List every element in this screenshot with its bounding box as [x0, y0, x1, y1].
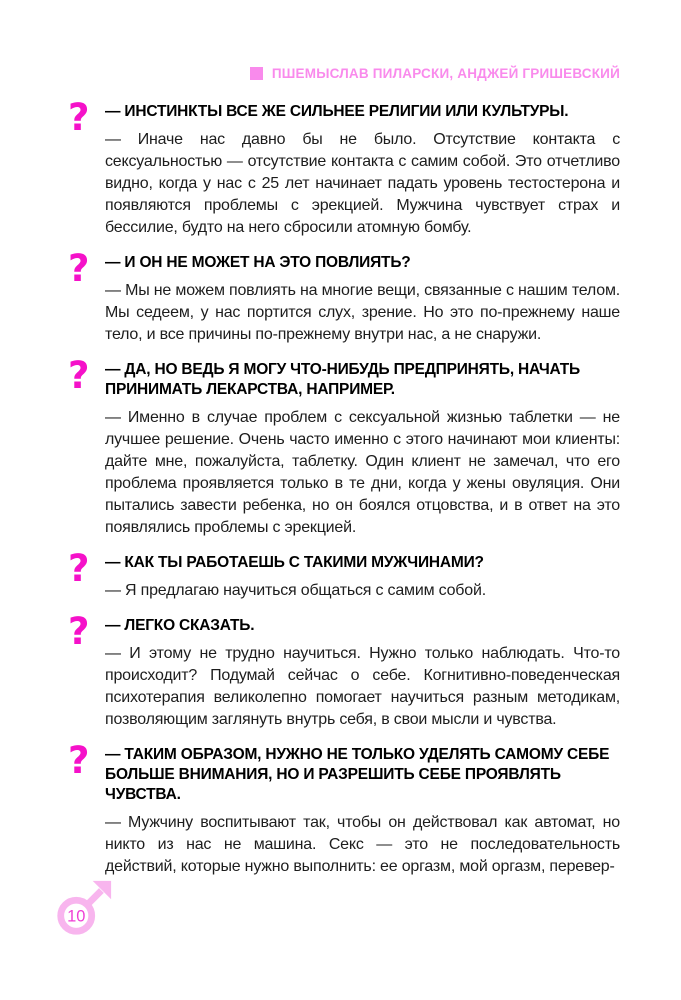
- question-mark-icon: ?: [68, 354, 90, 397]
- page-header: [250, 66, 620, 81]
- interview-answer: — Иначе нас давно бы не было. Отсутствие контакта с сексуальностью — отсутствие контакта с самим собой. Это отчетливо видно, когда у нас с 25 лет начинает падать уровень тестостерона и появляются проблемы с эрекцией. Мужчина чувствует страх и бессилие, будто на него сбросили атомную бомбу.: [105, 131, 620, 236]
- qa-block: [68, 354, 620, 552]
- qa-block: [68, 96, 620, 252]
- qa-content: [105, 552, 620, 615]
- interview-content: [68, 96, 620, 891]
- male-symbol-icon: [52, 876, 114, 938]
- qa-content: [105, 252, 620, 359]
- qa-content: [105, 744, 620, 891]
- qa-block: [68, 610, 620, 744]
- question-mark-icon: ?: [68, 96, 90, 139]
- qa-block: [68, 739, 620, 891]
- question-mark-icon: ?: [68, 247, 90, 290]
- qa-content: [105, 359, 620, 552]
- interview-question: — И ОН НЕ МОЖЕТ НА ЭТО ПОВЛИЯТЬ?: [105, 254, 411, 271]
- page-marker: [52, 876, 114, 938]
- interview-answer: — Я предлагаю научиться общаться с самим собой.: [105, 582, 486, 599]
- interview-answer: — Именно в случае проблем с сексуальной жизнью таблетки — не лучшее решение. Очень часто именно с этого начинают мои клиенты: дайте мне, пожалуйста, таблетку. Один клиент не замечал, что его проблема проявляется только в те дни, когда у жены овуляция. Они пытались завести ребенка, но он боялся отцовства, и в ответ на это появлялись проблемы с эрекцией.: [105, 409, 620, 536]
- qa-content: [105, 101, 620, 252]
- qa-content: [105, 615, 620, 744]
- qa-block: [68, 247, 620, 359]
- qa-block: [68, 547, 620, 615]
- page-number: 10: [67, 907, 86, 926]
- interview-question: — ДА, НО ВЕДЬ Я МОГУ ЧТО-НИБУДЬ ПРЕДПРИНЯТЬ, НАЧАТЬ ПРИНИМАТЬ ЛЕКАРСТВА, НАПРИМЕР.: [105, 361, 580, 398]
- interview-question: — ЛЕГКО СКАЗАТЬ.: [105, 617, 255, 634]
- interview-answer: — Мужчину воспитывают так, чтобы он действовал как автомат, но никто из нас не машина. Секс — это не последовательность действий, которые нужно выполнить: ее оргазм, мой оргазм, перевер-: [105, 814, 620, 875]
- question-mark-icon: ?: [68, 547, 90, 590]
- question-mark-icon: ?: [68, 739, 90, 782]
- interview-question: — ИНСТИНКТЫ ВСЕ ЖЕ СИЛЬНЕЕ РЕЛИГИИ ИЛИ КУЛЬТУРЫ.: [105, 103, 569, 120]
- header-square-bullet-icon: [250, 67, 263, 80]
- interview-question: — ТАКИМ ОБРАЗОМ, НУЖНО НЕ ТОЛЬКО УДЕЛЯТЬ САМОМУ СЕБЕ БОЛЬШЕ ВНИМАНИЯ, НО И РАЗРЕШИТЬ СЕБЕ ПРОЯВЛЯТЬ ЧУВСТВА.: [105, 746, 610, 803]
- interview-question: — КАК ТЫ РАБОТАЕШЬ С ТАКИМИ МУЖЧИНАМИ?: [105, 554, 484, 571]
- question-mark-icon: ?: [68, 610, 90, 653]
- interview-answer: — Мы не можем повлиять на многие вещи, связанные с нашим телом. Мы седеем, у нас портится слух, зрение. Но это по-прежнему наше тело, и все причины по-прежнему внутри нас, а не снаружи.: [105, 282, 620, 343]
- interview-answer: — И этому не трудно научиться. Нужно только наблюдать. Что-то происходит? Подумай сейчас о себе. Когнитивно-поведенческая психотерапия великолепно помогает научиться разным методикам, позволяющим заглянуть внутрь себя, в свои мысли и чувства.: [105, 645, 620, 728]
- header-authors: ПШЕМЫСЛАВ ПИЛАРСКИ, АНДЖЕЙ ГРИШЕВСКИЙ: [271, 66, 620, 81]
